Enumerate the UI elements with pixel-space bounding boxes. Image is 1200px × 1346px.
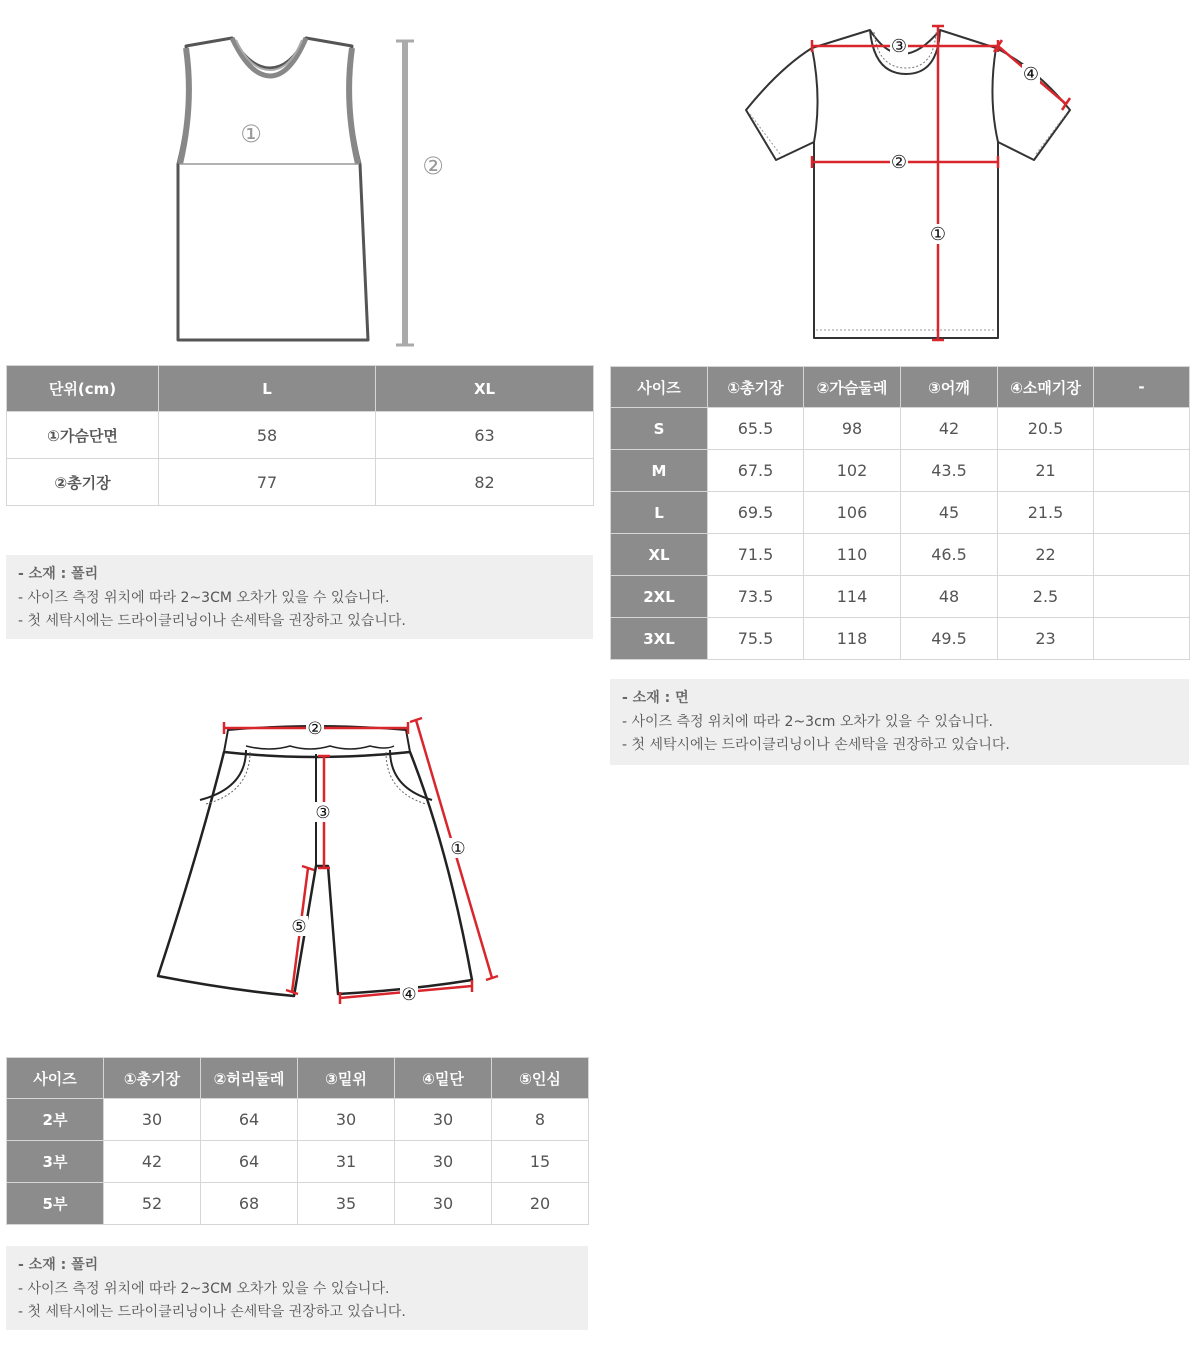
- table-cell: 67.5: [708, 450, 804, 492]
- table-header-cell: ④밑단: [395, 1058, 492, 1099]
- table-cell: 48: [901, 576, 998, 618]
- table-header-cell: ⑤인심: [492, 1058, 589, 1099]
- table-row: [611, 618, 1190, 660]
- note-line: - 첫 세탁시에는 드라이클리닝이나 손세탁을 권장하고 있습니다.: [18, 613, 406, 629]
- table-cell: 30: [395, 1099, 492, 1141]
- table-cell: 52: [104, 1183, 201, 1225]
- material-line: - 소재 : 폴리: [18, 1257, 99, 1273]
- table-cell: 118: [804, 618, 901, 660]
- table-cell: 69.5: [708, 492, 804, 534]
- table-header-cell: ③밑위: [298, 1058, 395, 1099]
- shorts-mark-inseam: ⑤: [291, 917, 307, 937]
- table-row-label: 3부: [7, 1141, 104, 1183]
- table-cell: 21: [998, 450, 1094, 492]
- table-cell: 106: [804, 492, 901, 534]
- table-cell: 42: [901, 408, 998, 450]
- note-line: - 사이즈 측정 위치에 따라 2~3cm 오차가 있을 수 있습니다.: [622, 713, 993, 730]
- table-row-label: S: [611, 408, 708, 450]
- table-cell: 20: [492, 1183, 589, 1225]
- note-line: - 사이즈 측정 위치에 따라 2~3CM 오차가 있을 수 있습니다.: [18, 1280, 390, 1297]
- note-line: - 첫 세탁시에는 드라이클리닝이나 손세탁을 권장하고 있습니다.: [622, 737, 1010, 753]
- note-line: - 사이즈 측정 위치에 따라 2~3CM 오차가 있을 수 있습니다.: [18, 589, 390, 606]
- table-header-cell: XL: [376, 366, 594, 412]
- material-line: - 소재 : 면: [622, 690, 689, 706]
- shorts-size-table: [6, 1057, 589, 1225]
- table-cell: 64: [201, 1141, 298, 1183]
- table-cell: 75.5: [708, 618, 804, 660]
- table-header-cell: L: [159, 366, 376, 412]
- table-cell: [1094, 534, 1190, 576]
- table-cell: [1094, 450, 1190, 492]
- table-cell: [1094, 492, 1190, 534]
- table-cell: 63: [376, 412, 594, 459]
- table-cell: 82: [376, 459, 594, 506]
- table-cell: 2.5: [998, 576, 1094, 618]
- table-cell: 77: [159, 459, 376, 506]
- table-row: [611, 450, 1190, 492]
- table-cell: 43.5: [901, 450, 998, 492]
- table-row-label: 2XL: [611, 576, 708, 618]
- table-header-cell: ①총기장: [104, 1058, 201, 1099]
- tank-mark-length: ②: [422, 152, 444, 180]
- table-header-cell: 사이즈: [611, 367, 708, 408]
- table-header-cell: ①총기장: [708, 367, 804, 408]
- table-cell: 68: [201, 1183, 298, 1225]
- table-header-cell: ②허리둘레: [201, 1058, 298, 1099]
- table-cell: [1094, 408, 1190, 450]
- table-header-cell: 단위(cm): [7, 366, 159, 412]
- table-row: [7, 459, 594, 506]
- table-header-cell: ②가슴둘레: [804, 367, 901, 408]
- table-row: [611, 492, 1190, 534]
- shorts-mark-rise: ③: [315, 803, 331, 823]
- shorts-mark-waist: ②: [307, 719, 323, 739]
- table-cell: 64: [201, 1099, 298, 1141]
- tshirt-mark-length: ①: [929, 224, 947, 245]
- tshirt-mark-shoulder: ③: [890, 36, 908, 57]
- table-cell: 23: [998, 618, 1094, 660]
- table-header-cell: ④소매기장: [998, 367, 1094, 408]
- tank-size-table: [6, 365, 594, 506]
- note-line: - 첫 세탁시에는 드라이클리닝이나 손세탁을 권장하고 있습니다.: [18, 1304, 406, 1320]
- shorts-notes: [6, 1246, 588, 1330]
- table-cell: 30: [104, 1099, 201, 1141]
- tshirt-notes: [610, 679, 1189, 765]
- table-cell: 98: [804, 408, 901, 450]
- table-cell: 35: [298, 1183, 395, 1225]
- table-header-row: [7, 366, 594, 412]
- table-row-label: ②총기장: [7, 459, 159, 506]
- table-cell: 110: [804, 534, 901, 576]
- table-cell: 30: [298, 1099, 395, 1141]
- table-header-row: [611, 367, 1190, 408]
- tank-notes: [6, 555, 593, 639]
- table-header-cell: -: [1094, 367, 1190, 408]
- table-cell: 71.5: [708, 534, 804, 576]
- tshirt-diagram: [740, 18, 1080, 348]
- table-header-row: [7, 1058, 589, 1099]
- table-cell: 46.5: [901, 534, 998, 576]
- table-cell: 30: [395, 1141, 492, 1183]
- table-row-label: ①가슴단면: [7, 412, 159, 459]
- table-row-label: 3XL: [611, 618, 708, 660]
- table-row: [7, 1099, 589, 1141]
- table-cell: 65.5: [708, 408, 804, 450]
- table-cell: 58: [159, 412, 376, 459]
- table-cell: 21.5: [998, 492, 1094, 534]
- shorts-diagram: [150, 708, 510, 1008]
- table-cell: 45: [901, 492, 998, 534]
- table-cell: 15: [492, 1141, 589, 1183]
- table-header-cell: 사이즈: [7, 1058, 104, 1099]
- shorts-mark-length: ①: [450, 839, 466, 859]
- table-row: [611, 576, 1190, 618]
- table-row: [7, 1183, 589, 1225]
- table-row-label: 2부: [7, 1099, 104, 1141]
- table-cell: [1094, 576, 1190, 618]
- table-cell: 102: [804, 450, 901, 492]
- table-row-label: 5부: [7, 1183, 104, 1225]
- table-cell: 49.5: [901, 618, 998, 660]
- tshirt-mark-chest: ②: [890, 152, 908, 173]
- table-row: [7, 1141, 589, 1183]
- table-cell: 22: [998, 534, 1094, 576]
- table-cell: 20.5: [998, 408, 1094, 450]
- table-row: [611, 408, 1190, 450]
- tank-top-diagram: [150, 30, 470, 350]
- table-cell: 31: [298, 1141, 395, 1183]
- table-cell: 8: [492, 1099, 589, 1141]
- table-row: [7, 412, 594, 459]
- tshirt-size-table: [610, 366, 1190, 660]
- table-row: [611, 534, 1190, 576]
- table-cell: 30: [395, 1183, 492, 1225]
- table-row-label: L: [611, 492, 708, 534]
- table-cell: [1094, 618, 1190, 660]
- shorts-mark-hem: ④: [401, 985, 417, 1005]
- tshirt-mark-sleeve: ④: [1022, 64, 1040, 85]
- table-row-label: XL: [611, 534, 708, 576]
- material-line: - 소재 : 폴리: [18, 566, 99, 582]
- table-cell: 73.5: [708, 576, 804, 618]
- tank-mark-chest: ①: [240, 120, 262, 148]
- table-cell: 114: [804, 576, 901, 618]
- table-header-cell: ③어깨: [901, 367, 998, 408]
- table-cell: 42: [104, 1141, 201, 1183]
- table-row-label: M: [611, 450, 708, 492]
